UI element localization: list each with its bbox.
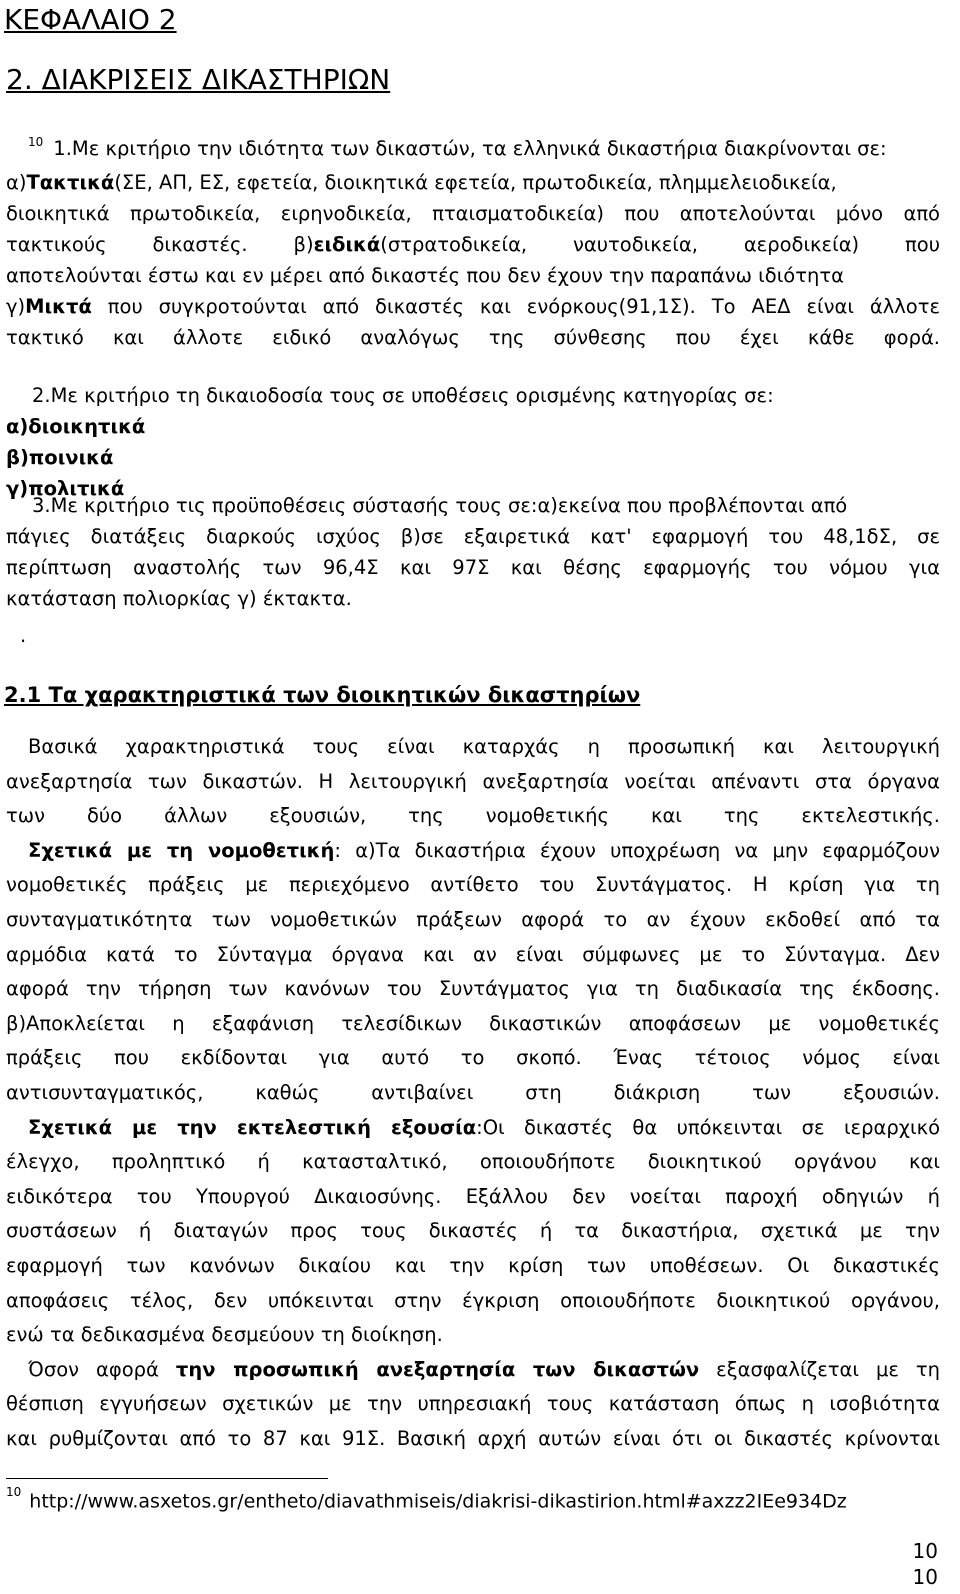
footnote-link[interactable]: http://www.asxetos.gr/entheto/diavathmiseis/diakrisi-dikastirion.html#axzz2IEe934Dz [29,1490,847,1513]
text-line: ανεξαρτησία των δικαστών. Η λειτουργική ανεξαρτησία νοείται απέναντι στα όργανα [6,769,940,793]
text-line: αφορά την τήρηση των κανόνων του Συντάγματος για τη διαδικασία της έκδοσης. [6,977,940,1001]
text-line: τακτικούς δικαστές. β)ειδικά(στρατοδικεία, ναυτοδικεία, αεροδικεία) που [6,233,941,256]
text-line: Σχετικά με τη νομοθετική: α)Τα δικαστήρια έχουν υποχρέωση να μην εφαρμόζουν [28,838,940,862]
text-line: νομοθετικές πράξεις με περιεχόμενο αντίθετο του Συντάγματος. Η κρίση για τη [6,873,940,897]
text-line: β)Αποκλείεται η εξαφάνιση τελεσίδικων δικαστικών αποφάσεων με νομοθετικές [6,1011,940,1035]
text-line: διοικητικά πρωτοδικεία, ειρηνοδικεία, πταισματοδικεία) που αποτελούνται μόνο από [6,202,940,225]
text-line: Σχετικά με την εκτελεστική εξουσία:Οι δικαστές θα υπόκεινται σε ιεραρχικό [28,1115,940,1139]
text-line: 2.Με κριτήριο τη δικαιοδοσία τους σε υποθέσεις ορισμένης κατηγορίας σε: [32,384,774,407]
text-line: και ρυθμίζονται από το 87 και 91Σ. Βασική αρχή αυτών είναι ότι οι δικαστές κρίνονται [6,1426,940,1450]
text-line: τακτικό και άλλοτε ειδικό αναλόγως της σύνθεσης που έχει κάθε φορά. [6,326,940,349]
text-line: α)Τακτικά(ΣΕ, ΑΠ, ΕΣ, εφετεία, διοικητικά εφετεία, πρωτοδικεία, πλημμελειοδικεία, [6,171,837,194]
text-line: γ)Μικτά που συγκροτούνται από δικαστές και ενόρκους(91,1Σ). Το ΑΕΔ είναι άλλοτε [6,295,940,318]
list-item: β)ποινικά [6,446,114,469]
text-line: Όσον αφορά την προσωπική ανεξαρτησία των δικαστών εξασφαλίζεται με τη [28,1357,941,1381]
text-line: 3.Με κριτήριο τις προϋποθέσεις σύστασής τους σε:α)εκείνα που προβλέπονται από [32,494,848,517]
paragraph-establishment-criterion [6,490,940,614]
text-line: πράξεις που εκδίδονται για αυτό το σκοπό. Ένας τέτοιος νόμος είναι [6,1046,940,1070]
list-item: γ)πολιτικά [6,477,125,500]
text-line: εφαρμογή των κανόνων δικαίου και την κρίση των υποθέσεων. Οι δικαστικές [6,1253,940,1277]
list-item: α)διοικητικά [6,415,146,438]
text-line: συνταγματικότητα των νομοθετικών πράξεων αφορά το αν έχουν εκδοθεί από τα [6,907,940,931]
paragraph-judge-criterion [6,133,940,353]
page-number-line: 10 [912,1539,938,1563]
footnote [6,1485,847,1513]
text-line: ενώ τα δεδικασμένα δεσμεύουν τη διοίκηση. [6,1323,443,1347]
section-title: 2. ΔΙΑΚΡΙΣΕΙΣ ΔΙΚΑΣΤΗΡΙΩΝ [6,63,391,96]
text-line: περίπτωση αναστολής των 96,4Σ και 97Σ και θέσης εφαρμογής του νόμου για [6,556,940,579]
text-line: θέσπιση εγγυήσεων σχετικών με την υπηρεσιακή τους κατάσταση όπως η ισοβιότητα [6,1392,940,1416]
page-number [913,1538,938,1590]
text-line: των δύο άλλων εξουσιών, της νομοθετικής και της εκτελεστικής. [6,804,940,828]
footnote-reference[interactable]: 10 [28,135,44,149]
text-line: αρμόδια κατά το Σύνταγμα όργανα και αν είναι σύμφωνες με το Σύνταγμα. Δεν [6,942,940,966]
subsection-heading: 2.1 Τα χαρακτηριστικά των διοικητικών δικαστηρίων [4,683,641,707]
paragraph-characteristics [6,730,940,1456]
text-line: έλεγχο, προληπτικό ή κατασταλτικό, οποιουδήποτε διοικητικού οργάνου και [6,1150,940,1174]
footnote-separator [6,1478,328,1479]
text-line: κατάσταση πολιορκίας γ) έκτακτα. [6,587,352,610]
text-line: ειδικότερα του Υπουργού Δικαιοσύνης. Εξάλλου δεν νοείται παροχή οδηγιών ή [6,1184,940,1208]
text-line: αποτελούνται έστω και εν μέρει από δικαστές που δεν έχουν την παραπάνω ιδιότητα [6,264,844,287]
text-line: Βασικά χαρακτηριστικά τους είναι καταρχάς η προσωπική και λειτουργική [28,735,940,758]
text-line: πάγιες διατάξεις διαρκούς ισχύος β)σε εξαιρετικά κατ' εφαρμογή του 48,1δΣ, σε [6,525,940,548]
paragraph-jurisdiction-criterion [6,380,940,504]
text-line: συστάσεων ή διαταγών προς τους δικαστές ή τα δικαστήρια, σχετικά με την [6,1219,940,1243]
text-line: αντισυνταγματικός, καθώς αντιβαίνει στη διάκριση των εξουσιών. [6,1080,940,1104]
stray-dot: . [20,624,27,647]
chapter-title: ΚΕΦΑΛΑΙΟ 2 [4,3,177,36]
text-line: αποφάσεις τέλος, δεν υπόκεινται στην έγκριση οποιουδήποτε διοικητικού οργάνου, [6,1288,940,1312]
footnote-number: 10 [6,1485,22,1499]
page-number-line: 10 [912,1565,938,1589]
text-line: $^{10}$ 1.Με κριτήριο την ιδιότητα των δικαστών, τα ελληνικά δικαστήρια διακρίνονται σε: [28,135,887,160]
